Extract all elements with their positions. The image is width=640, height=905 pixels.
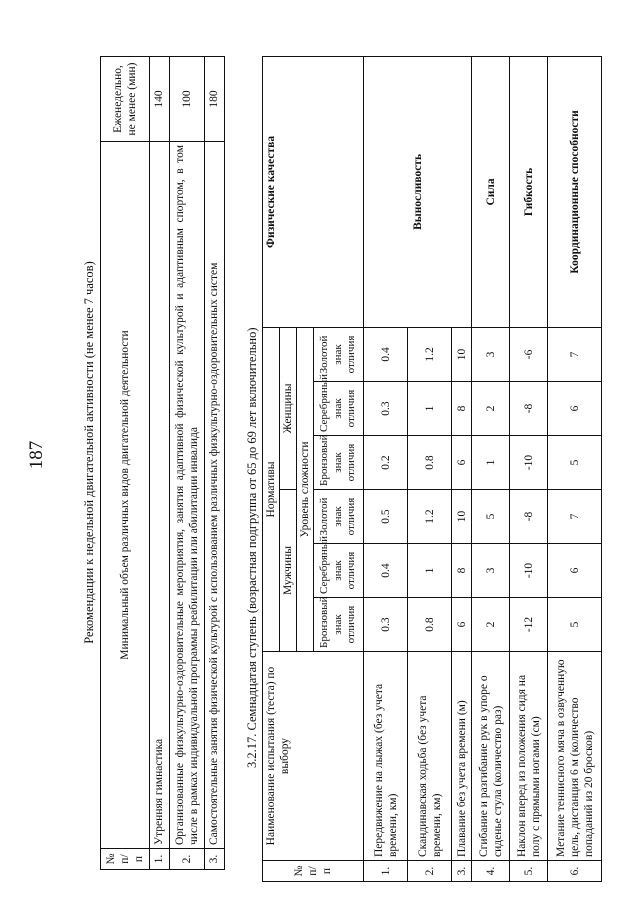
quality-strength: Сила (472, 56, 510, 327)
stage-table (262, 56, 602, 882)
header-weekly: Еженедельно, не менее (мин) (101, 57, 150, 142)
women-bronze-value: 0.8 (408, 436, 452, 490)
quality-flexibility: Гибкость (510, 56, 548, 327)
header-quality: Физические качества (263, 56, 364, 327)
header-num: № п/п (101, 849, 150, 870)
header-women-bronze: Бронзовый знак отличия (314, 436, 364, 490)
stage-row (510, 56, 548, 881)
men-silver-value: 3 (472, 544, 510, 598)
header-activity: Минимальный объем различных видов двигательной деятельности (101, 142, 150, 849)
header-women: Женщины (280, 327, 297, 489)
header-test-name: Наименование испытания (теста) по выбору (263, 652, 364, 861)
men-bronze-value: 0.8 (408, 598, 452, 652)
men-silver-value: -10 (510, 544, 548, 598)
row-num: 1. (364, 861, 408, 882)
header-men-silver: Серебряный знак отличия (314, 544, 364, 598)
women-gold-value: 3 (472, 327, 510, 381)
women-silver-value: 8 (452, 382, 472, 436)
men-gold-value: 1.2 (408, 490, 452, 544)
men-bronze-value: 5 (548, 598, 602, 652)
stage-row (364, 56, 408, 881)
row-num: 4. (472, 861, 510, 882)
women-gold-value: 10 (452, 327, 472, 381)
header-women-silver: Серебряный знак отличия (314, 382, 364, 436)
men-bronze-value: 2 (472, 598, 510, 652)
recommendations-row (150, 57, 170, 870)
women-silver-value: 2 (472, 382, 510, 436)
header-men-gold: Золотой знак отличия (314, 490, 364, 544)
row-num: 2. (170, 849, 205, 870)
row-num: 3. (205, 849, 225, 870)
recommendations-header-row (101, 57, 150, 870)
men-silver-value: 6 (548, 544, 602, 598)
row-num: 5. (510, 861, 548, 882)
recommendations-table (100, 56, 225, 870)
header-norms: Нормативы (263, 327, 280, 651)
men-silver-value: 0.4 (364, 544, 408, 598)
row-test: Наклон вперед из положения сидя на полу с прямыми ногами (см) (510, 652, 548, 861)
men-bronze-value: 0.3 (364, 598, 408, 652)
row-num: 3. (452, 861, 472, 882)
row-num: 6. (548, 861, 602, 882)
row-test: Сгибание и разгибание рук в упоре о сиденье стула (количество раз) (472, 652, 510, 861)
quality-coordination: Координационные способности (548, 56, 602, 327)
women-gold-value: 0.4 (364, 327, 408, 381)
women-silver-value: -8 (510, 382, 548, 436)
women-bronze-value: -10 (510, 436, 548, 490)
men-silver-value: 8 (452, 544, 472, 598)
header-women-gold: Золотой знак отличия (314, 327, 364, 381)
row-test: Скандинавская ходьба (без учета времени, км) (408, 652, 452, 861)
men-gold-value: 0.5 (364, 490, 408, 544)
stage-header-row (263, 56, 280, 881)
row-minutes: 180 (205, 57, 225, 142)
men-gold-value: -8 (510, 490, 548, 544)
row-activity: Самостоятельные занятия физической культурой с использованием различных физкультурно-оздоровительных систем (205, 142, 225, 849)
women-bronze-value: 6 (452, 436, 472, 490)
header-difficulty: Уровень сложности (297, 327, 314, 651)
row-activity: Утренняя гимнастика (150, 142, 170, 849)
women-gold-value: 7 (548, 327, 602, 381)
row-minutes: 140 (150, 57, 170, 142)
women-silver-value: 0.3 (364, 382, 408, 436)
recommendations-row (205, 57, 225, 870)
row-test: Передвижение на лыжах (без учета времени, км) (364, 652, 408, 861)
header-men: Мужчины (280, 490, 297, 652)
row-minutes: 100 (170, 57, 205, 142)
recommendations-caption: Рекомендации к недельной двигательной активности (не менее 7 часов) (82, 261, 96, 644)
women-bronze-value: 5 (548, 436, 602, 490)
header-num: № п/п (263, 861, 364, 882)
women-bronze-value: 0.2 (364, 436, 408, 490)
row-num: 1. (150, 849, 170, 870)
stage-row (472, 56, 510, 881)
recommendations-row (170, 57, 205, 870)
row-num: 2. (408, 861, 452, 882)
men-gold-value: 7 (548, 490, 602, 544)
women-silver-value: 1 (408, 382, 452, 436)
row-activity: Организованные физкультурно-оздоровительные мероприятия, занятия адаптивной физической культурой и адаптивным спортом, в том числе в рамках индивидуальной программы реабилитации или абилитации инвалида (170, 142, 205, 849)
men-bronze-value: -12 (510, 598, 548, 652)
stage-caption: 3.2.17. Семнадцатая ступень (возрастная подгруппа от 65 до 69 лет включительно) (245, 327, 259, 768)
men-gold-value: 5 (472, 490, 510, 544)
row-test: Метание теннисного мяча в озвученную цель, дистанция 6 м (количество попаданий из 20 бросков) (548, 652, 602, 861)
women-gold-value: -6 (510, 327, 548, 381)
quality-endurance: Выносливость (364, 56, 472, 327)
women-bronze-value: 1 (472, 436, 510, 490)
header-men-bronze: Бронзовый знак отличия (314, 598, 364, 652)
row-test: Плавание без учета времени (м) (452, 652, 472, 861)
men-silver-value: 1 (408, 544, 452, 598)
page-number: 187 (26, 440, 47, 470)
men-bronze-value: 6 (452, 598, 472, 652)
women-gold-value: 1.2 (408, 327, 452, 381)
men-gold-value: 10 (452, 490, 472, 544)
women-silver-value: 6 (548, 382, 602, 436)
stage-row (548, 56, 602, 881)
